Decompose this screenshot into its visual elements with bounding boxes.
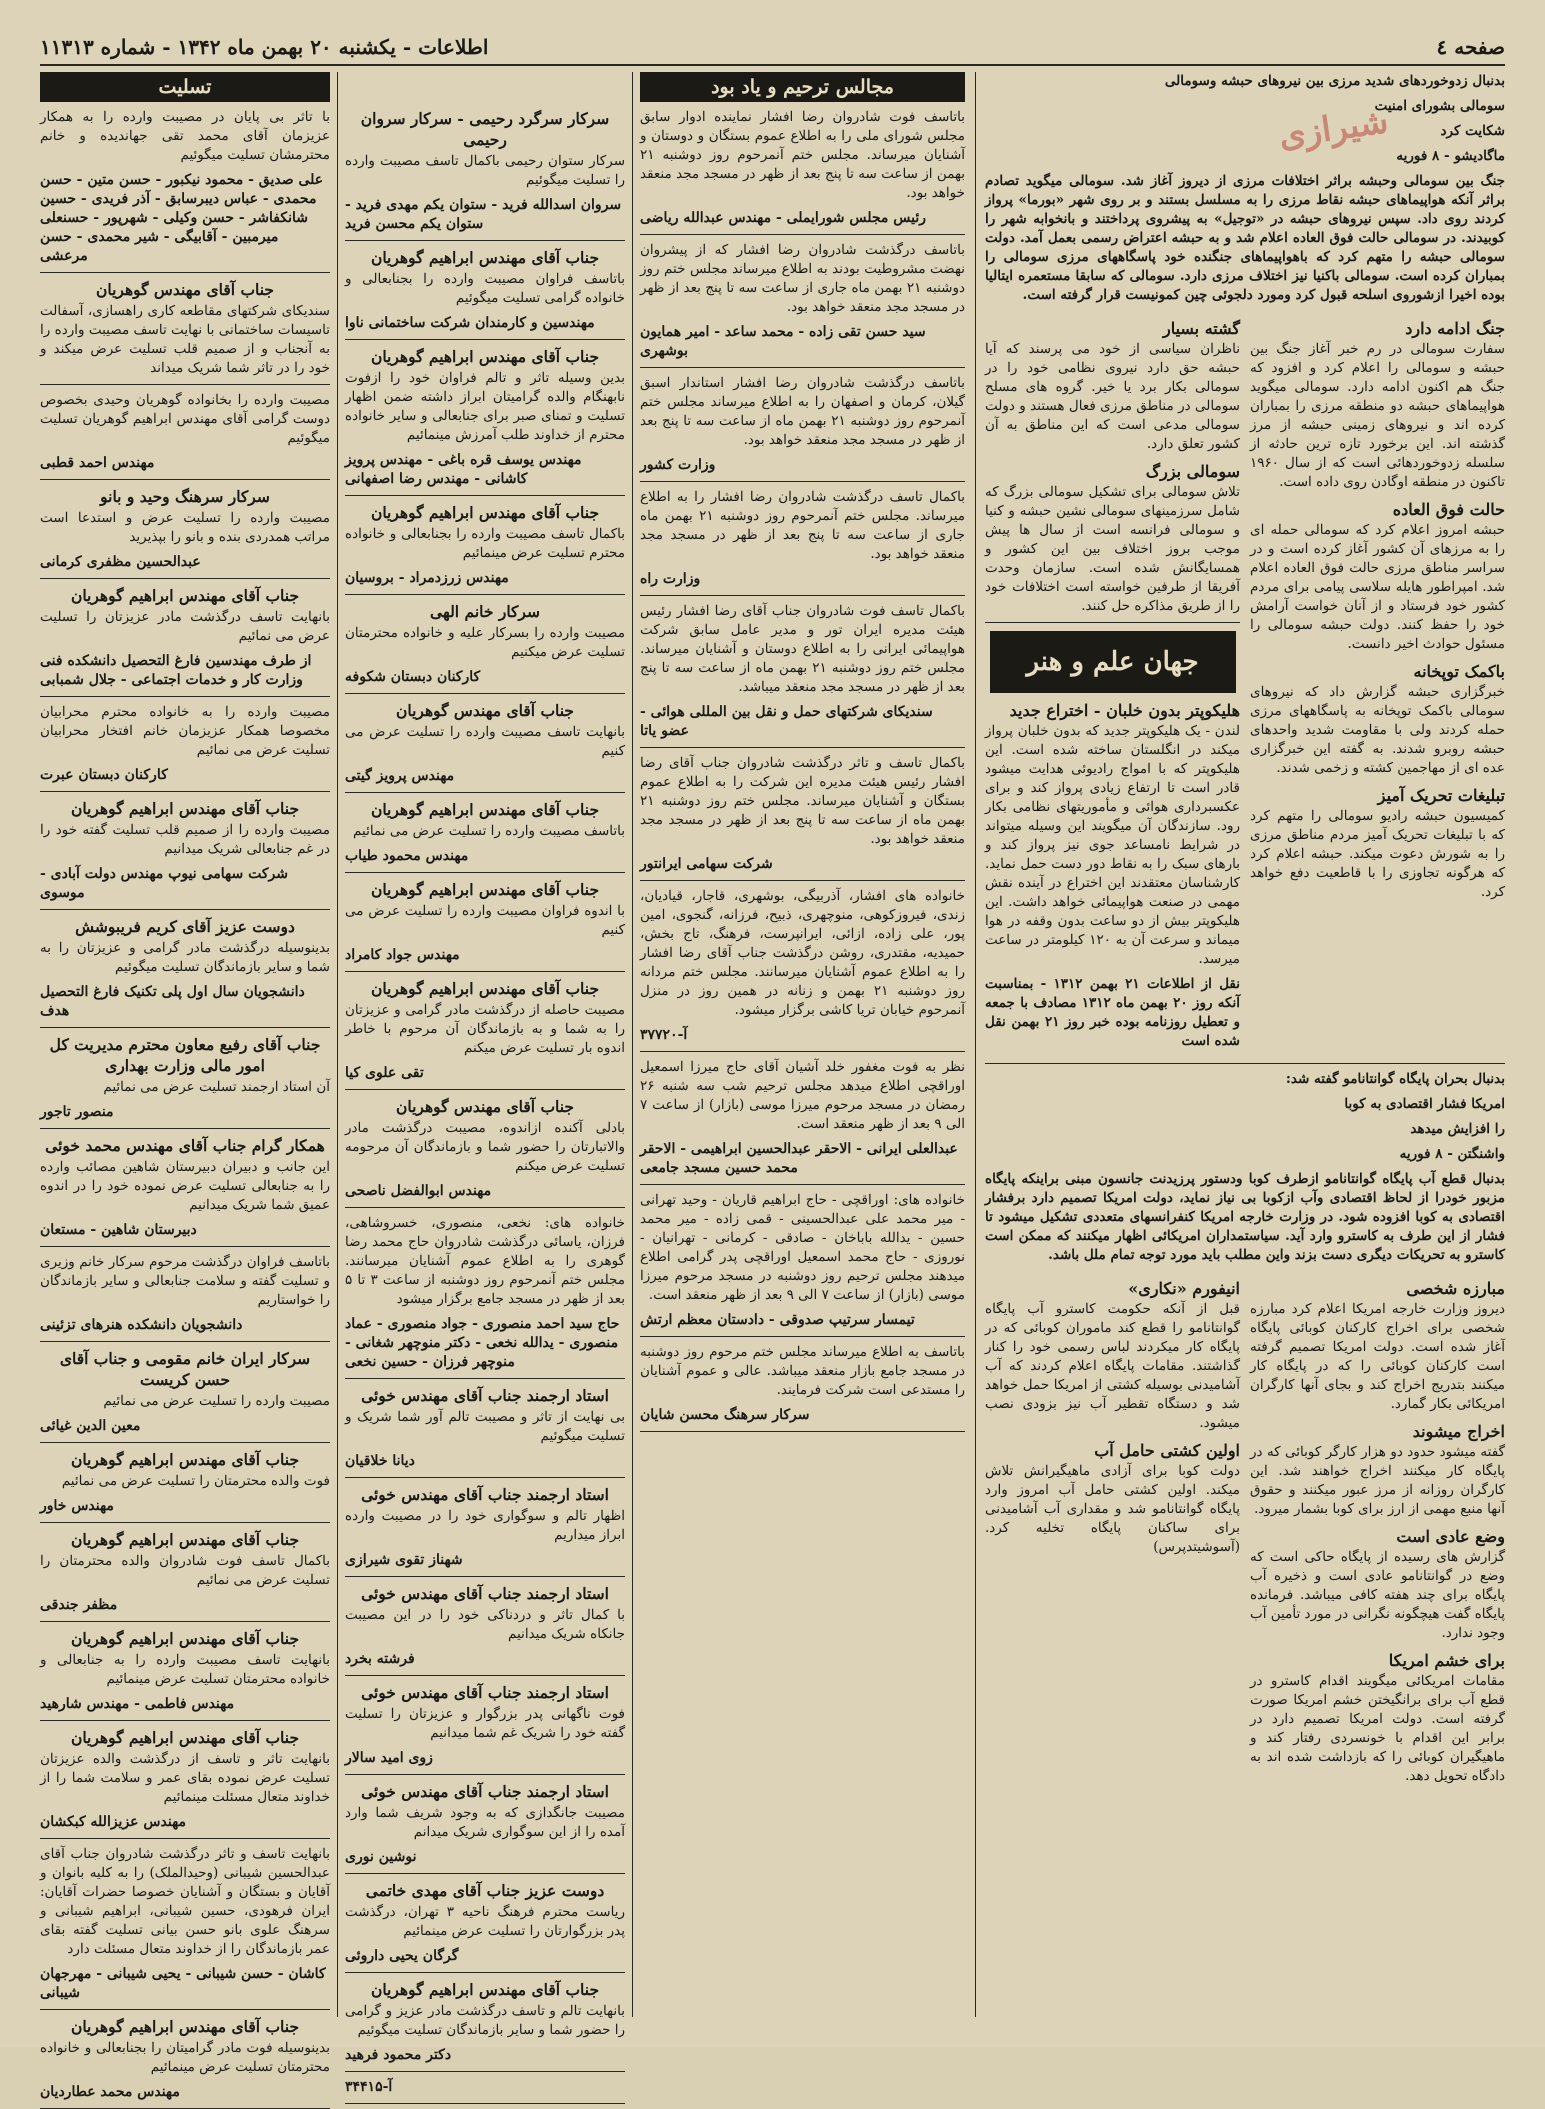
notice-heading: جناب آقای مهندس ابراهیم گوهریان <box>370 979 600 998</box>
notice-heading: استاد ارجمند جناب آقای مهندس خوئی <box>361 1782 609 1801</box>
notice-signature: کارکنان دبستان شکوفه <box>345 669 481 685</box>
somalia-bullet-title: باکمک توپخانه <box>1413 662 1505 681</box>
condolence-notice <box>345 1484 625 1577</box>
somalia-subcol-left <box>985 311 1240 1057</box>
condolence-notice <box>40 1135 330 1247</box>
notice-text: بانهایت تاسف مصیبت وارده را به جنابعالی و خانواده محترمتان تسلیت عرض مینمائیم <box>40 1652 330 1687</box>
divider <box>345 240 625 241</box>
notice-text: بدین وسیله تاثر و تالم فراوان خود را ازفوت نابهنگام والده گرامیتان ابراز داشته ضمن اظهار تسلیت و تمنای صبر برای جنابعالی و سایر خانواده محترم از خداوند طلب آمرزش مینمائیم <box>345 370 625 443</box>
notice-text: ریاست محترم فرهنگ ناحیه ۳ تهران، درگذشت پدر بزرگوارتان را تسلیت عرض مینمائیم <box>345 1904 625 1939</box>
notice-text: بانهایت تاسف درگذشت مادر عزیزتان را تسلیت عرض می نمائیم <box>40 609 330 644</box>
stamp-mark: شیرازی <box>1276 101 1391 157</box>
divider <box>985 1063 1505 1064</box>
somalia-bullet-title: حالت فوق العاده <box>1392 500 1505 519</box>
notice-text: خانواده های افشار، آذربیگی، بوشهری، قاجار، قیادیان، زندی، فیروزکوهی، منوچهری، ذبیح، فرزانه، گنجوی، امین پور، علی زاده، ازائی، ایرانپرست، فرهنگ، تاج بخش، حمیدیه، مقتدری، روشن درگذشت جناب آقای رضا افشار را به اطلاع عموم آشنایان میرسانند. مجلس ختم مردانه روز دوشنبه ۲۱ بهمن و زنانه در همین روز در منزل آنمرحوم خیابان تریا کاشی برگزار میشود. <box>640 888 965 1018</box>
divider <box>640 367 965 368</box>
divider <box>345 2071 625 2072</box>
notice-text: بانهایت تاسف و تاثر درگذشت شادروان جناب آقای عبدالحسین شیبانی (وحیدالملک) را به کلیه بانوان و آقایان و بستگان و آشنایان خصوصا حضرات آقایان: ایران فرهودی، حسین شیبانی، ابراهیم شیبانی و سرهنگ علوی بانو حسن بیانی تسلیت گفته بقای عمر بازماندگان را از خداوند متعال مسئلت دارد <box>40 1846 330 1957</box>
memorial-notice <box>640 602 965 748</box>
news-column <box>985 72 1505 2017</box>
condolence-notice <box>40 486 330 579</box>
divider <box>985 622 1240 623</box>
divider <box>40 479 330 480</box>
notice-text: آن استاد ارجمند تسلیت عرض می نمائیم <box>103 1079 330 1095</box>
notice-signature: علی صدیق - محمود نیکبور - حسن متین - حسن محمدی - عباس دیبرسابق - آذر فریدی - حسین شانکفاشر - حسن وکیلی - شهرپور - حسنعلی میرمبین - آقابیگی - شیر محمدی - حسن مرعشی <box>40 172 324 264</box>
notice-signature: منصور تاجور <box>40 1104 114 1120</box>
world-text: لندن - یک هلیکوپتر جدید که بدون خلبان پرواز میکند در انگلستان ساخته شده است. این هلیکوپتر که با امواج رادیوئی هدایت میشود قادر است تا ارتفاع زیادی پرواز کند و برای عکسبرداری هوائی و مأموریتهای نظامی بکار رود. سازندگان آن میگویند این وسیله میتواند در شرایط نامساعد جوی نیز پرواز کند و بارهای سبک را به نقاط دور دست حمل نماید. کارشناسان معتقدند این اختراع در آینده نقش مهمی در صنعت هواپیمائی خواهد داشت. این هلیکوپتر بیش از دو ساعت بدون وقفه در هوا میماند و سرعت آن به ۱۲۰ کیلومتر در ساعت میرسد. <box>985 723 1240 967</box>
condolence-notice <box>345 502 625 595</box>
divider <box>40 1720 330 1721</box>
cuba-kicker: بدنبال بحران پایگاه گوانتانامو گفته شد: <box>1285 1071 1505 1087</box>
issue-info: اطلاعات - یکشنبه ۲۰ بهمن ماه ۱۳۴۲ - شماره ۱۱۳۱۳ <box>40 35 489 59</box>
notice-signature: دبیرستان شاهین - مستعان <box>40 1222 197 1238</box>
notice-signature: کارکنان دبستان عبرت <box>40 767 168 783</box>
notice-text: بدینوسیله فوت مادر گرامیتان را بجنابعالی و خانواده محترمتان تسلیت عرض مینمائیم <box>40 2040 330 2075</box>
divider <box>345 1207 625 1208</box>
divider <box>345 971 625 972</box>
condolence-notice <box>345 2078 625 2104</box>
somalia-bullet-title: سومالی بزرگ <box>1145 462 1240 481</box>
condolence-notice <box>345 108 625 241</box>
divider <box>345 1873 625 1874</box>
somalia-kicker: بدنبال زدوخوردهای شدید مرزی بین نیروهای حبشه وسومالی <box>1164 73 1505 89</box>
cuba-subcol-right <box>1250 1271 1505 1792</box>
divider <box>345 1774 625 1775</box>
notice-signature: مظفر جندقی <box>40 1597 118 1613</box>
condolence-list <box>40 108 330 2109</box>
notice-signature: مهندس زرزدمراد - بروسیان <box>345 570 509 586</box>
notice-signature: مهندس ابوالفضل ناصحی <box>345 1183 492 1199</box>
divider <box>640 595 965 596</box>
condolence-notice <box>40 1628 330 1721</box>
condolence-notice <box>345 247 625 340</box>
condolence-notice <box>345 1682 625 1775</box>
notice-heading: جناب آقای مهندس ابراهیم گوهریان <box>370 503 600 522</box>
notice-heading: جناب آقای مهندس ابراهیم گوهریان <box>70 586 300 605</box>
condolence-notice <box>40 279 330 385</box>
notice-heading: جناب آقای رفیع معاون محترم مدیریت کل امور مالی وزارت بهداری <box>49 1035 321 1075</box>
divider <box>345 1378 625 1379</box>
memorial-notice <box>640 887 965 1052</box>
cuba-bullet-title: مبارزه شخصی <box>1406 1279 1505 1298</box>
divider <box>40 791 330 792</box>
cuba-bullet-text: قبل از آنکه حکومت کاسترو آب پایگاه گوانتانامو را قطع کند ماموران کوبائی که در پایگاه کار میکردند لباس رسمی خود را کنار گذاشتند. مقامات پایگاه اعلام کردند که آب آشامیدنی بوسیله کشتی از امریکا حمل خواهد شد و دستگاه تقطیر آب نیز بزودی نصب میشود. <box>985 1301 1240 1431</box>
notice-signature: فرشته بخرد <box>345 1651 415 1667</box>
cuba-subcolumns <box>985 1271 1505 1792</box>
notice-heading: سرکار ایران خانم مقومی و جناب آقای حسن کریست <box>59 1349 311 1389</box>
divider <box>345 594 625 595</box>
cuba-bullet-title: برای خشم امریکا <box>1388 1651 1505 1670</box>
memorial-notice <box>640 754 965 881</box>
notice-signature: رئیس مجلس شورایملی - مهندس عبدالله ریاضی <box>640 210 927 226</box>
somalia-article <box>985 72 1505 1057</box>
masthead <box>40 30 1505 66</box>
notice-text: با کمال تاثر و دردناکی خود را در این مصیبت جانکاه شریک میدانیم <box>345 1607 625 1642</box>
cuba-bullet-text: گفته میشود حدود دو هزار کارگر کوبائی که در پایگاه کار میکنند اخراج خواهند شد. این کارگران روزانه از مرز عبور میکنند و حقوق آنها منبع مهمی از ارز برای کوبا بشمار میرود. <box>1250 1444 1505 1517</box>
condolence-notice <box>40 108 330 273</box>
condolence-notice <box>345 601 625 694</box>
notice-heading: جناب آقای مهندس ابراهیم گوهریان <box>370 347 600 366</box>
condolence-notice <box>40 703 330 792</box>
notice-text: مصیبت وارده را تسلیت عرض می نمائیم <box>103 1393 330 1409</box>
notice-text: بی نهایت از تاثر و مصیبت تالم آور شما شریک و تسلیت میگوئیم <box>345 1409 625 1444</box>
notice-text: باتاسف فراوان مصیبت وارده را بجنابعالی و خانواده گرامی تسلیت میگوئیم <box>345 271 625 306</box>
notice-signature: مهندس محمد عطاردیان <box>40 2084 180 2100</box>
notice-heading: جناب آقای مهندس ابراهیم گوهریان <box>70 1629 300 1648</box>
condolence-notice <box>40 1529 330 1622</box>
memorial-notice <box>640 108 965 235</box>
notice-signature: از طرف مهندسین فارغ التحصیل دانشکده فنی وزارت کار و خدمات اجتماعی - جلال شمبابی <box>40 653 312 688</box>
notice-text: باتاسف مصیبت وارده را تسلیت عرض می نمائیم <box>353 823 625 839</box>
divider <box>40 384 330 385</box>
notice-text: مصیبت حاصله از درگذشت مادر گرامی و عزیزتان را به شما و به بازماندگان آن مرحوم با خاطر اندوه بار تسلیت عرض میکنم <box>345 1002 625 1056</box>
divider <box>345 792 625 793</box>
notice-heading: استاد ارجمند جناب آقای مهندس خوئی <box>361 1485 609 1504</box>
notice-text: این جانب و دبیران دبیرستان شاهین مصائب وارده را به جنابعالی تسلیت عرض نموده خود را در اندوه عمیق شما شریک میدانیم <box>40 1159 330 1213</box>
notice-text: فوت ناگهانی پدر بزرگوار و عزیزتان را تسلیت گفته خود را شریک غم شما میدانیم <box>345 1706 625 1741</box>
notice-heading: جناب آقای مهندس گوهریان <box>95 280 275 299</box>
condolence-notice <box>345 346 625 496</box>
notice-text: باکمال تاسف فوت شادروان جناب آقای رضا افشار رئیس هیئت مدیره ایران تور و مدیر عامل سابق شرکت هواپیمائی ایرانی را به اطلاع دوستان و آشنایان میرساند. مجلس ختم روز دوشنبه ۲۱ بهمن ماه از ساعت سه تا پنج بعد از ظهر در مسجد مجد منعقد میباشد. <box>640 603 965 695</box>
notice-text: بادلی آکنده ازاندوه، مصیبت درگذشت مادر والاتبارتان را حضور شما و بازماندگان آن مرحومه تسلیت عرض میکنم <box>345 1120 625 1174</box>
notice-text: فوت والده محترمتان را تسلیت عرض می نمائیم <box>61 1473 330 1489</box>
condolence-notice <box>345 1781 625 1874</box>
somalia-bullet-title: تبلیغات تحریک آمیز <box>1377 786 1505 805</box>
divider <box>40 578 330 579</box>
notice-text: اظهار تالم و سوگواری خود را در مصیبت وارده ابراز میداریم <box>345 1508 625 1543</box>
notice-text: باکمال تاسف درگذشت شادروان رضا افشار را به اطلاع میرساند. مجلس ختم آنمرحوم روز دوشنبه ۲۱ بهمن ماه جاری از ساعت سه تا پنج بعد از ظهر در مسجد مجد منعقد خواهد بود. <box>640 489 965 562</box>
divider <box>40 909 330 910</box>
condolence-notice <box>345 1979 625 2072</box>
condolence-notice <box>40 916 330 1028</box>
notice-heading: همکار گرام جناب آقای مهندس محمد خوئی <box>45 1136 325 1155</box>
notice-heading: دوست عزیز جناب آقای مهدی خاتمی <box>365 1881 605 1900</box>
condolence-notice <box>40 798 330 910</box>
page-number: صفحه ٤ <box>1436 35 1505 59</box>
notice-signature: دانشجویان سال اول پلی تکنیک فارغ التحصیل هدف <box>40 984 305 1019</box>
condolence-notice <box>345 700 625 793</box>
notice-signature: مهندس احمد قطبی <box>40 455 155 471</box>
memorial-notice <box>640 1191 965 1337</box>
column-rule <box>337 72 338 2017</box>
cuba-bullet-title: انیفورم «نکاری» <box>1128 1279 1240 1298</box>
notice-heading: استاد ارجمند جناب آقای مهندس خوئی <box>361 1584 609 1603</box>
condolence-notice <box>40 1348 330 1443</box>
notice-heading: جناب آقای مهندس ابراهیم گوهریان <box>370 1980 600 1999</box>
notice-heading: جناب آقای مهندس ابراهیم گوهریان <box>70 1450 300 1469</box>
notice-text: خانواده های: اوراقچی - حاج ابراهیم قاریان - وحید تهرانی - میر محمد علی عبدالحسینی - قمی زاده - میر محمد حسین - یدالله باباخان - صادقی - کرمانی - تهرانیان - نوروزی - حاج محمد اسمعیل اوراقچی پدر گرامی اطلاع میدهند مجلس ترحیم روز دوشنبه در مسجد مرحوم میرزا موسی (بازار) از ساعت ۷ الی ۹ بعد از ظهر منعقد است. <box>640 1192 965 1303</box>
notice-signature: مهندس محمود طیاب <box>345 848 469 864</box>
divider <box>640 1051 965 1052</box>
condolence-column <box>345 72 625 2095</box>
divider <box>640 747 965 748</box>
notice-signature: معین الدین غیائی <box>40 1418 141 1434</box>
notice-text: با تاثر بی پایان در مصیبت وارده را به همکار عزیزمان آقای محمد تقی جهاندیده و خانم محترمشان تسلیت میگوئیم <box>40 109 330 163</box>
notice-text: باتاسف درگذشت شادروان رضا افشار که از پیشروان نهضت مشروطیت بودند به اطلاع میرساند مجلس ختم روز دوشنبه ۲۱ بهمن ماه جاری از ساعت سه تا پنج بعد از ظهر در مسجد مجد منعقد خواهد بود. <box>640 242 965 315</box>
notice-heading: جناب آقای مهندس ابراهیم گوهریان <box>370 880 600 899</box>
condolence-notice <box>345 1096 625 1208</box>
divider <box>345 872 625 873</box>
condolence-notice <box>40 1845 330 2010</box>
condolence-notice <box>345 978 625 1090</box>
notice-heading: سرکار سرگرد رحیمی - سرکار سروان رحیمی <box>360 109 610 149</box>
notice-text: مصیبت وارده را از صمیم قلب تسلیت گفته خود را در غم جنابعالی شریک میدانیم <box>40 822 330 857</box>
somalia-headline-1: سومالی بشورای امنیت <box>1374 98 1505 114</box>
notice-signature: شرکت سهامی نیوپ مهندس دولت آبادی - موسوی <box>40 866 288 901</box>
notice-signature: دیانا خلاقیان <box>345 1453 415 1469</box>
notice-signature: گرگان یحیی داروئی <box>345 1948 459 1964</box>
notice-signature: عبدالحسین مظفری کرمانی <box>40 554 201 570</box>
divider <box>345 693 625 694</box>
notice-signature: مهندس پرویز گیتی <box>345 768 455 784</box>
memorial-notice <box>640 241 965 368</box>
notice-signature: آ-۳۷۷۲۰ <box>640 1027 688 1043</box>
notice-text: مصیبت جانگدازی که به وجود شریف شما وارد آمده را از این سوگواری شریک میدانم <box>345 1805 625 1840</box>
notice-signature: سندیکای شرکتهای حمل و نقل بین المللی هوائی - عضو یاتا <box>640 704 933 739</box>
divider <box>345 1675 625 1676</box>
cuba-subcol-left <box>985 1271 1240 1792</box>
condolence-notice <box>345 879 625 972</box>
notice-signature: زوی امید سالار <box>345 1750 433 1766</box>
cuba-dateline: واشنگتن - ۸ فوریه <box>1399 1146 1505 1162</box>
divider <box>640 1431 965 1432</box>
notice-text: بدینوسیله درگذشت مادر گرامی و عزیزتان را به شما و سایر بازماندگان تسلیت میگوئیم <box>40 940 330 975</box>
cuba-lead: بدنبال قطع آب پایگاه گوانتانامو ازطرف کوبا ودستور پرزیدنت جانسون مبنی براینکه پایگاه مزبور خودرا از لحاظ اقتصادی وآب ازکوبا بی نیاز نماید، دولت امریکا تصمیم دارد برفشار اقتصادی به کوبا افزوده شود. در وزارت خارجه امریکا کنفرانسهای متعددی تشکیل میشود تا فشار از این طرف به کاسترو وارد آید. سیاستمداران امریکائی اظهار میکنند که ممکن است کاسترو به تحریکات دیگری دست بزند واین مطلب باید مورد توجه تمام ملل باشد. <box>985 1171 1505 1263</box>
divider <box>640 481 965 482</box>
notice-heading: استاد ارجمند جناب آقای مهندس خوئی <box>361 1683 609 1702</box>
notice-heading: جناب آقای مهندس ابراهیم گوهریان <box>70 1530 300 1549</box>
notice-text: مصیبت وارده را بخانواده گوهریان وحیدی بخصوص دوست گرامی آقای مهندس ابراهیم گوهریان تسلیت میگوئیم <box>40 392 330 446</box>
condolence-notice <box>40 1034 330 1129</box>
notice-signature: دکتر محمود فرهید <box>345 2047 452 2063</box>
somalia-subcolumns <box>985 311 1505 1057</box>
notice-text: سندیکای شرکتهای مقاطعه کاری راهسازی، آسفالت تاسیسات ساختمانی با نهایت تاسف مصیبت وارده را به آنجناب و از صمیم قلب تسلیت عرض میکند و خود را در تاثر شما شریک میداند <box>40 303 330 376</box>
divider <box>345 1477 625 1478</box>
cuba-bullet-text: دیروز وزارت خارجه امریکا اعلام کرد مبارزه شخصی برای اخراج کارکنان کوبائی پایگاه آغاز شده است. دولت امریکا تصمیم گرفته است کارکنان کوبائی را که در پایگاه کار میکنند بتدریج اخراج کند و بجای آنها کارگران امریکائی بکار گمارد. <box>1250 1301 1505 1412</box>
notice-text: بانهایت تاثر و تاسف از درگذشت والده عزیزتان تسلیت عرض نموده بقای عمر و سلامت شما را از خداوند متعال مسئلت مینمائیم <box>40 1751 330 1805</box>
notice-text: خانواده های: نخعی، منصوری، خسروشاهی، فرزان، یاسائی درگذشت شادروان حاج محمد رضا گوهری را به اطلاع عموم آشنایان میرسانند. مجلس ختم آنمرحوم روز دوشنبه از ساعت ۳ تا ۵ بعد از ظهر در مسجد جامع برگزار میشود <box>345 1215 625 1307</box>
world-logo: جهان علم و هنر <box>990 631 1236 693</box>
notice-signature: مهندسین و کارمندان شرکت ساختمانی ناوا <box>345 315 595 331</box>
divider <box>640 1336 965 1337</box>
notice-signature: شهناز تقوی شیرازی <box>345 1552 463 1568</box>
notice-heading: جناب آقای مهندس ابراهیم گوهریان <box>70 2017 300 2036</box>
notice-text: مصیبت وارده را به خانواده محترم محرابیان مخصوصا همکار عزیزمان خانم افتخار محرابیان تسلیت عرض می نمائیم <box>40 704 330 758</box>
notice-heading: جناب آقای مهندس ابراهیم گوهریان <box>70 799 300 818</box>
world-note: نقل از اطلاعات ۲۱ بهمن ۱۳۱۲ - بمناسبت آنکه روز ۲۰ بهمن ماه ۱۳۱۲ مصادف با جمعه و تعطیل روزنامه بوده خبر روز ۲۱ بهمن نقل شده است <box>985 976 1241 1049</box>
notice-heading: سرکار خانم الهی <box>430 602 540 621</box>
memorial-notice <box>640 374 965 482</box>
cuba-headline-1: امریکا فشار اقتصادی به کوبا <box>1344 1096 1505 1112</box>
notice-heading: جناب آقای مهندس ابراهیم گوهریان <box>370 800 600 819</box>
notice-text: باکمال تاسف و تاثر درگذشت شادروان جناب آقای رضا افشار رئیس هیئت مدیره این شرکت را به اطلاع عموم بستگان و آشنایان میرساند. مجلس ختم روز دوشنبه ۲۱ بهمن ماه از ساعت سه تا پنج بعد از ظهر در مسجد مجد منعقد خواهد بود. <box>640 755 965 847</box>
divider <box>40 1838 330 1839</box>
notice-signature: سید حسن تقی زاده - محمد ساعد - امیر همایون بوشهری <box>640 324 926 359</box>
divider <box>345 339 625 340</box>
divider <box>345 495 625 496</box>
memorial-band: مجالس ترحیم و یاد بود <box>640 72 965 102</box>
divider <box>40 1341 330 1342</box>
notice-text: با اندوه فراوان مصیبت وارده را تسلیت عرض می کنیم <box>345 903 625 938</box>
cuba-bullet-text: گزارش های رسیده از پایگاه حاکی است که وضع در گوانتانامو عادی است و ذخیره آب پایگاه برای چند هفته کافی میباشد. فرمانده پایگاه گفت هیچگونه نگرانی در مورد تأمین آب وجود ندارد. <box>1250 1549 1505 1641</box>
notice-text: مصیبت وارده را تسلیت عرض و استدعا است مراتب همدردی بنده و بانو را بپذیرید <box>40 510 330 545</box>
notice-text: بانهایت تاسف مصیبت وارده را تسلیت عرض می کنیم <box>345 724 625 759</box>
notice-signature: نوشین نوری <box>345 1849 417 1865</box>
cuba-article <box>985 1070 1505 1792</box>
memorial-column <box>640 72 965 2017</box>
divider <box>345 2103 625 2104</box>
notice-signature: تیمسار سرتیپ صدوقی - دادستان معظم ارتش <box>640 1312 915 1328</box>
notice-signature: وزارت راه <box>640 571 701 587</box>
cuba-bullet-title: اخراج میشوند <box>1412 1422 1505 1441</box>
somalia-headline-2: شکایت کرد <box>1440 123 1505 139</box>
memorial-list <box>640 108 965 1432</box>
notice-signature: تقی علوی کیا <box>345 1065 424 1081</box>
notice-text: باتاسف به اطلاع میرساند مجلس ختم مرحوم روز دوشنبه در مسجد جامع بازار منعقد میباشد. عالی و عموم آشنایان را مستدعی است شرکت فرمایند. <box>640 1344 965 1398</box>
notice-heading: سرکار سرهنگ وحید و بانو <box>100 487 270 506</box>
condolence-notice <box>345 1214 625 1379</box>
divider <box>345 1576 625 1577</box>
notice-signature: مهندس یوسف قره باغی - مهندس پرویز کاشانی - مهندس رضا اصفهانی <box>345 452 582 487</box>
cuba-bullet-title: وضع عادی است <box>1396 1527 1505 1546</box>
condolence-notice <box>40 1449 330 1523</box>
cuba-bullet-text: مقامات امریکائی میگویند اقدام کاسترو در قطع آب برای برانگیختن خشم امریکا صورت گرفته است. دولت امریکا تصمیم دارد در برابر این اقدام با خونسردی رفتار کند و ماهیگیران کوبائی را که بازداشت شده اند به دادگاه تحویل دهد. <box>1250 1673 1505 1784</box>
memorial-notice <box>640 1343 965 1432</box>
memorial-notice <box>640 1058 965 1185</box>
notice-signature: مهندس خاور <box>40 1498 114 1514</box>
notice-text: مصیبت وارده را بسرکار علیه و خانواده محترمتان تسلیت عرض میکنیم <box>345 625 625 660</box>
notice-text: باتاسف فراوان درگذشت مرحوم سرکار خانم وزیری و تسلیت گفته و سلامت جنابعالی و سایر بازماندگان را خواستاریم <box>40 1254 330 1308</box>
divider <box>345 1089 625 1090</box>
condolence-notice <box>40 391 330 480</box>
divider <box>40 1128 330 1129</box>
notice-signature: مهندس عزیزالله کبکشان <box>40 1814 187 1830</box>
notice-text: بانهایت تالم و تاسف درگذشت مادر عزیز و گرامی را حضور شما و سایر بازماندگان تسلیت میگوئیم <box>345 2003 625 2038</box>
divider <box>40 696 330 697</box>
column-rule <box>975 72 976 2017</box>
notice-signature: شرکت سهامی ایرانتور <box>640 856 773 872</box>
somalia-dateline: ماگادیشو - ۸ فوریه <box>1396 148 1505 164</box>
notice-signature: کاشان - حسن شیبانی - یحیی شیبانی - مهرجهان شیبانی <box>40 1966 326 2001</box>
notice-signature: وزارت کشور <box>640 457 716 473</box>
somalia-bullet-title: جنگ ادامه دارد <box>1405 319 1505 338</box>
notice-heading: جناب آقای مهندس ابراهیم گوهریان <box>70 1728 300 1747</box>
condolence-notice <box>345 1583 625 1676</box>
notice-text: باکمال تاسف فوت شادروان والده محترمتان را تسلیت عرض می نمائیم <box>40 1553 330 1588</box>
somalia-bullet-text: ناظران سیاسی از خود می پرسند که آیا حبشه حق دارد نیروی نظامی خود را در سومالی بکار برد یا خیر. گروه های مسلح سومالی در مناطق مرزی فعال هستند و دولت سومالی مدعی است که این مناطق به آن کشور تعلق دارد. <box>985 341 1240 452</box>
cuba-bullet-text: دولت کوبا برای آزادی ماهیگیرانش تلاش میکند. اولین کشتی حامل آب امروز وارد پایگاه گوانتانامو شد و مقداری آب آشامیدنی برای ساکنان پایگاه تخلیه کرد. (آسوشیتدپرس) <box>985 1463 1240 1555</box>
divider <box>40 1522 330 1523</box>
somalia-bullet-title: گشته بسیار <box>1162 319 1240 338</box>
condolence-notice <box>40 1727 330 1839</box>
notice-text: باتاسف فوت شادروان رضا افشار نماینده ادوار سابق مجلس شورای ملی را به اطلاع عموم بستگان و دوستان و آشنایان میرساند. مجلس ختم آنمرحوم روز دوشنبه ۲۱ بهمن از ساعت سه تا پنج بعد از ظهر در مسجد مجد منعقد خواهد بود. <box>640 109 965 201</box>
notice-signature: سروان اسدالله فرید - ستوان یکم مهدی فرید - ستوان یکم محسن فرید <box>345 197 622 232</box>
condolence-band: تسلیت <box>40 72 330 102</box>
divider <box>40 1442 330 1443</box>
notice-signature: مهندس فاطمی - مهندس شارهید <box>40 1696 235 1712</box>
somalia-bullet-text: کمیسیون حبشه رادیو سومالی را متهم کرد که با تبلیغات تحریک آمیز مردم مناطق مرزی را به شورش دعوت میکند. حبشه اعلام کرد که هرگونه تجاوزی را با قاطعیت دفع خواهد کرد. <box>1250 808 1505 900</box>
condolence-notice <box>345 1385 625 1478</box>
condolence-notice <box>40 585 330 697</box>
condolence-notice <box>345 1880 625 1973</box>
condolence-notice <box>40 1253 330 1342</box>
condolence-list <box>345 108 625 2104</box>
somalia-bullet-text: سفارت سومالی در رم خبر آغاز جنگ بین حبشه و سومالی را اعلام کرد و افزود که جنگ هم اکنون ادامه دارد. سومالی میگوید هواپیماهای حبشه دو منطقه مرزی را بمباران کرده اند و نیروهای زمینی حبشه از مرز گذشته اند. این برخورد تازه ترین حادثه از سلسله زدوخوردهائی است که از سال ۱۹۶۰ تاکنون در منطقه اوگادن روی داده است. <box>1250 341 1505 490</box>
divider <box>40 1621 330 1622</box>
notice-text: سرکار ستوان رحیمی باکمال تاسف مصیبت وارده را تسلیت میگوئیم <box>345 153 625 188</box>
world-title: هلیکوپتر بدون خلبان - اختراع جدید <box>1009 701 1240 720</box>
notice-signature: حاج سید احمد منصوری - جواد منصوری - عماد منصوری - یدالله نخعی - دکتر منوچهر شغانی - منوچهر فرزان - حسین نخعی <box>345 1316 620 1370</box>
notice-heading: استاد ارجمند جناب آقای مهندس خوئی <box>361 1386 609 1405</box>
notice-signature: آ-۳۴۴۱۵ <box>345 2079 393 2095</box>
divider <box>40 2009 330 2010</box>
divider <box>40 272 330 273</box>
notice-text: باکمال تاسف مصیبت وارده را بجنابعالی و خانواده محترم تسلیت عرض مینمائیم <box>345 526 625 561</box>
condolence-notice <box>40 2016 330 2109</box>
condolence-spacer <box>345 72 625 102</box>
memorial-notice <box>640 488 965 596</box>
notice-signature: عبدالعلی ایرانی - الاحقر عبدالحسین ابراهیمی - الاحقر محمد حسین مسجد جامعی <box>640 1141 958 1176</box>
condolence-column-tasliyat <box>40 72 330 2100</box>
notice-heading: جناب آقای مهندس ابراهیم گوهریان <box>370 248 600 267</box>
divider <box>345 1972 625 1973</box>
divider <box>40 1027 330 1028</box>
notice-heading: جناب آقای مهندس گوهریان <box>395 701 575 720</box>
condolence-notice <box>345 799 625 873</box>
cuba-bullet-title: اولین کشتی حامل آب <box>1094 1441 1240 1460</box>
notice-signature: سرکار سرهنگ محسن شایان <box>640 1407 810 1423</box>
cuba-headline-2: را افزایش میدهد <box>1410 1121 1505 1137</box>
notice-text: باتاسف درگذشت شادروان رضا افشار استاندار اسبق گیلان، کرمان و اصفهان را به اطلاع میرساند مجلس ختم آنمرحوم روز دوشنبه ۲۱ بهمن ماه از ساعت سه تا پنج بعد از ظهر در مسجد مجد منعقد خواهد بود. <box>640 375 965 448</box>
notice-signature: دانشجویان دانشکده هنرهای تزئینی <box>40 1317 243 1333</box>
divider <box>40 1246 330 1247</box>
somalia-bullet-text: تلاش سومالی برای تشکیل سومالی بزرگ که شامل سرزمینهای سومالی نشین حبشه و کنیا و سومالی فرانسه است از سال ها پیش موجب بروز اختلاف بین این کشور و همسایگانش شده است. سازمان وحدت آفریقا از طرفین خواسته است اختلافات خود را از طریق مذاکره حل کنند. <box>985 484 1240 614</box>
divider <box>640 1184 965 1185</box>
somalia-subcol-right <box>1250 311 1505 1057</box>
notice-text: نظر به فوت مغفور خلد آشیان آقای حاج میرزا اسمعیل اوراقچی اطلاع میدهد مجلس ترحیم شب سه شنبه ۲۶ رمضان در مسجد مرحوم میرزا موسی (بازار) از ساعت ۷ الی ۹ بعد از ظهر منعقد است. <box>640 1059 965 1132</box>
somalia-bullet-text: خبرگزاری حبشه گزارش داد که نیروهای سومالی باکمک توپخانه به پاسگاههای مرزی حمله کردند ولی با مقاومت شدید واحدهای حبشه روبرو شدند. به گفته این خبرگزاری عده ای از مهاجمین کشته و زخمی شدند. <box>1250 684 1505 776</box>
divider <box>640 880 965 881</box>
divider <box>640 234 965 235</box>
somalia-bullet-text: حبشه امروز اعلام کرد که سومالی حمله ای را به مرزهای آن کشور آغاز کرده است و در سراسر مناطق مرزی حالت فوق العاده اعلام شد. امپراطور هایله سلاسی پیامی برای مردم کشور خود فرستاد و از آنان خواست آرامش خود را حفظ کنند. دولت حبشه سومالی را مسئول حوادث اخیر دانست. <box>1250 522 1505 652</box>
column-rule <box>632 72 633 2017</box>
notice-heading: جناب آقای مهندس گوهریان <box>395 1097 575 1116</box>
notice-signature: مهندس جواد کامراد <box>345 947 460 963</box>
notice-heading: دوست عزیز آقای کریم فریبوشش <box>75 917 295 936</box>
somalia-lead: جنگ بین سومالی وحبشه براثر اختلافات مرزی از دیروز آغاز شد. سومالی میگوید تصادم براثر آنکه هواپیماهای حبشه نقاط مرزی را به مسلسل بستند و بر روی شهر «بورما» پرواز کردند روی داد. سپس نیروهای حبشه در «توجیل» به پیشروی پرداختند و بانخوابه شهر را کوبیدند. در سومالی حالت فوق العاده اعلام شد و به حبشه اعتراض رسمی بعمل آمد. دولت سومالی حبشه را متهم کرد که باهواپیماهای جنگنده خود پاسگاههای مرزی سومالی را بمباران کرده است. سومالی باکنیا نیز اختلاف مرزی دارد. سومالی که سابقا مستعمره ایتالیا بوده اخیرا ازشوروی اسلحه قبول کرد ومورد دلجوئی چین کمونیست قرار گرفته است. <box>985 173 1505 303</box>
